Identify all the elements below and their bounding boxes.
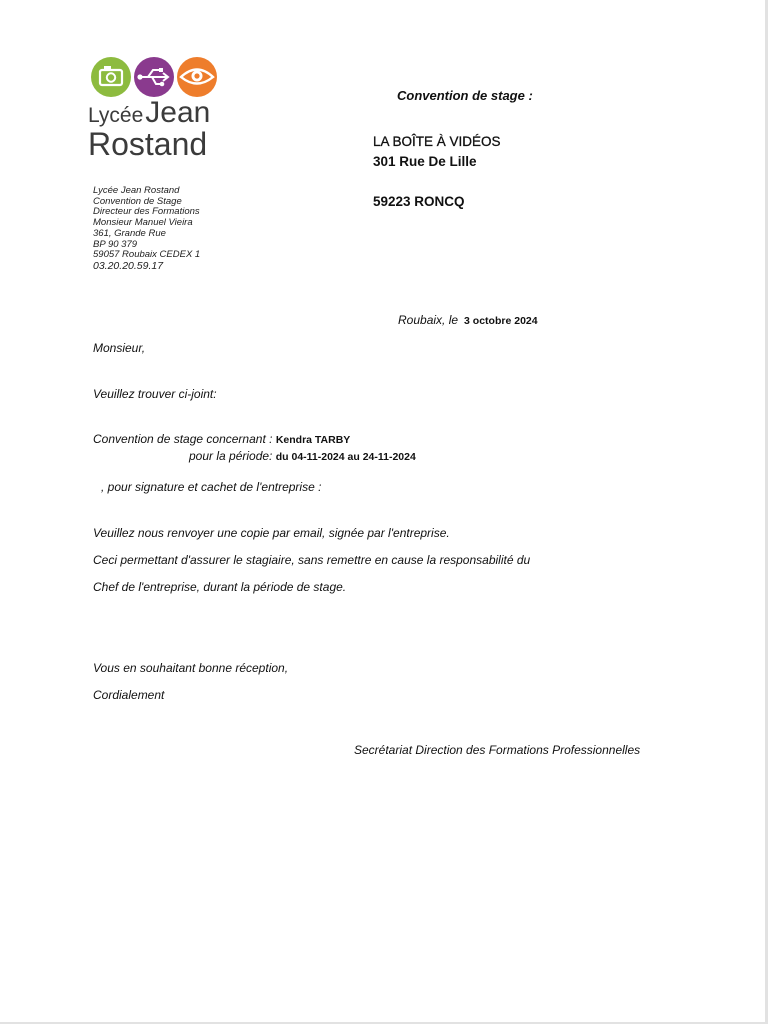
sender-address	[93, 186, 200, 272]
recipient-city: 59223 RONCQ	[373, 194, 465, 209]
logo-text-rostand: Rostand	[88, 126, 208, 162]
greeting: Monsieur,	[93, 341, 146, 355]
closing-line: Vous en souhaitant bonne réception,	[93, 661, 289, 675]
paragraph-line: Ceci permettant d'assurer le stagiaire, sans remettre en cause la responsabilité du	[93, 553, 531, 567]
eye-icon	[177, 57, 217, 97]
logo-text-jean: Jean	[145, 96, 211, 129]
closing-line: Cordialement	[93, 688, 165, 702]
sender-line: 59057 Roubaix CEDEX 1	[93, 249, 201, 261]
intro-line: Veuillez trouver ci-joint:	[93, 387, 217, 401]
recipient-street: 301 Rue De Lille	[373, 154, 477, 169]
student-name: Kendra TARBY	[275, 434, 351, 446]
convention-line	[93, 432, 350, 446]
sender-phone: 03.20.20.59.17	[93, 259, 164, 272]
signature-request: , pour signature et cachet de l'entreprise :	[101, 480, 322, 494]
sender-line: Convention de Stage	[93, 195, 182, 207]
logo-circles	[90, 56, 220, 98]
sender-line: 361, Grande Rue	[93, 227, 166, 239]
period-value: du 04-11-2024 au 24-11-2024	[275, 451, 416, 463]
logo-text-lycee: Lycée	[88, 104, 144, 127]
date-place: Roubaix, le	[398, 313, 459, 327]
signature-line: Secrétariat Direction des Formations Professionnelles	[354, 743, 641, 757]
sender-line: Lycée Jean Rostand	[93, 185, 180, 196]
date-line	[398, 313, 538, 327]
camera-icon	[91, 57, 131, 97]
recipient-name: LA BOÎTE À VIDÉOS	[373, 134, 501, 149]
paragraph-line: Chef de l'entreprise, durant la période de stage.	[93, 580, 347, 594]
period-line	[189, 449, 416, 463]
school-logo	[88, 56, 228, 162]
document-title: Convention de stage :	[397, 88, 533, 103]
usb-icon	[134, 57, 174, 97]
period-label: pour la période:	[189, 449, 273, 463]
date-value: 3 octobre 2024	[464, 315, 538, 327]
sender-line: BP 90 379	[93, 238, 138, 250]
convention-label: Convention de stage concernant :	[93, 432, 273, 446]
sender-line: Monsieur Manuel Vieira	[93, 217, 193, 229]
sender-line: Directeur des Formations	[93, 206, 200, 218]
paragraph-line: Veuillez nous renvoyer une copie par email, signée par l'entreprise.	[93, 526, 450, 540]
